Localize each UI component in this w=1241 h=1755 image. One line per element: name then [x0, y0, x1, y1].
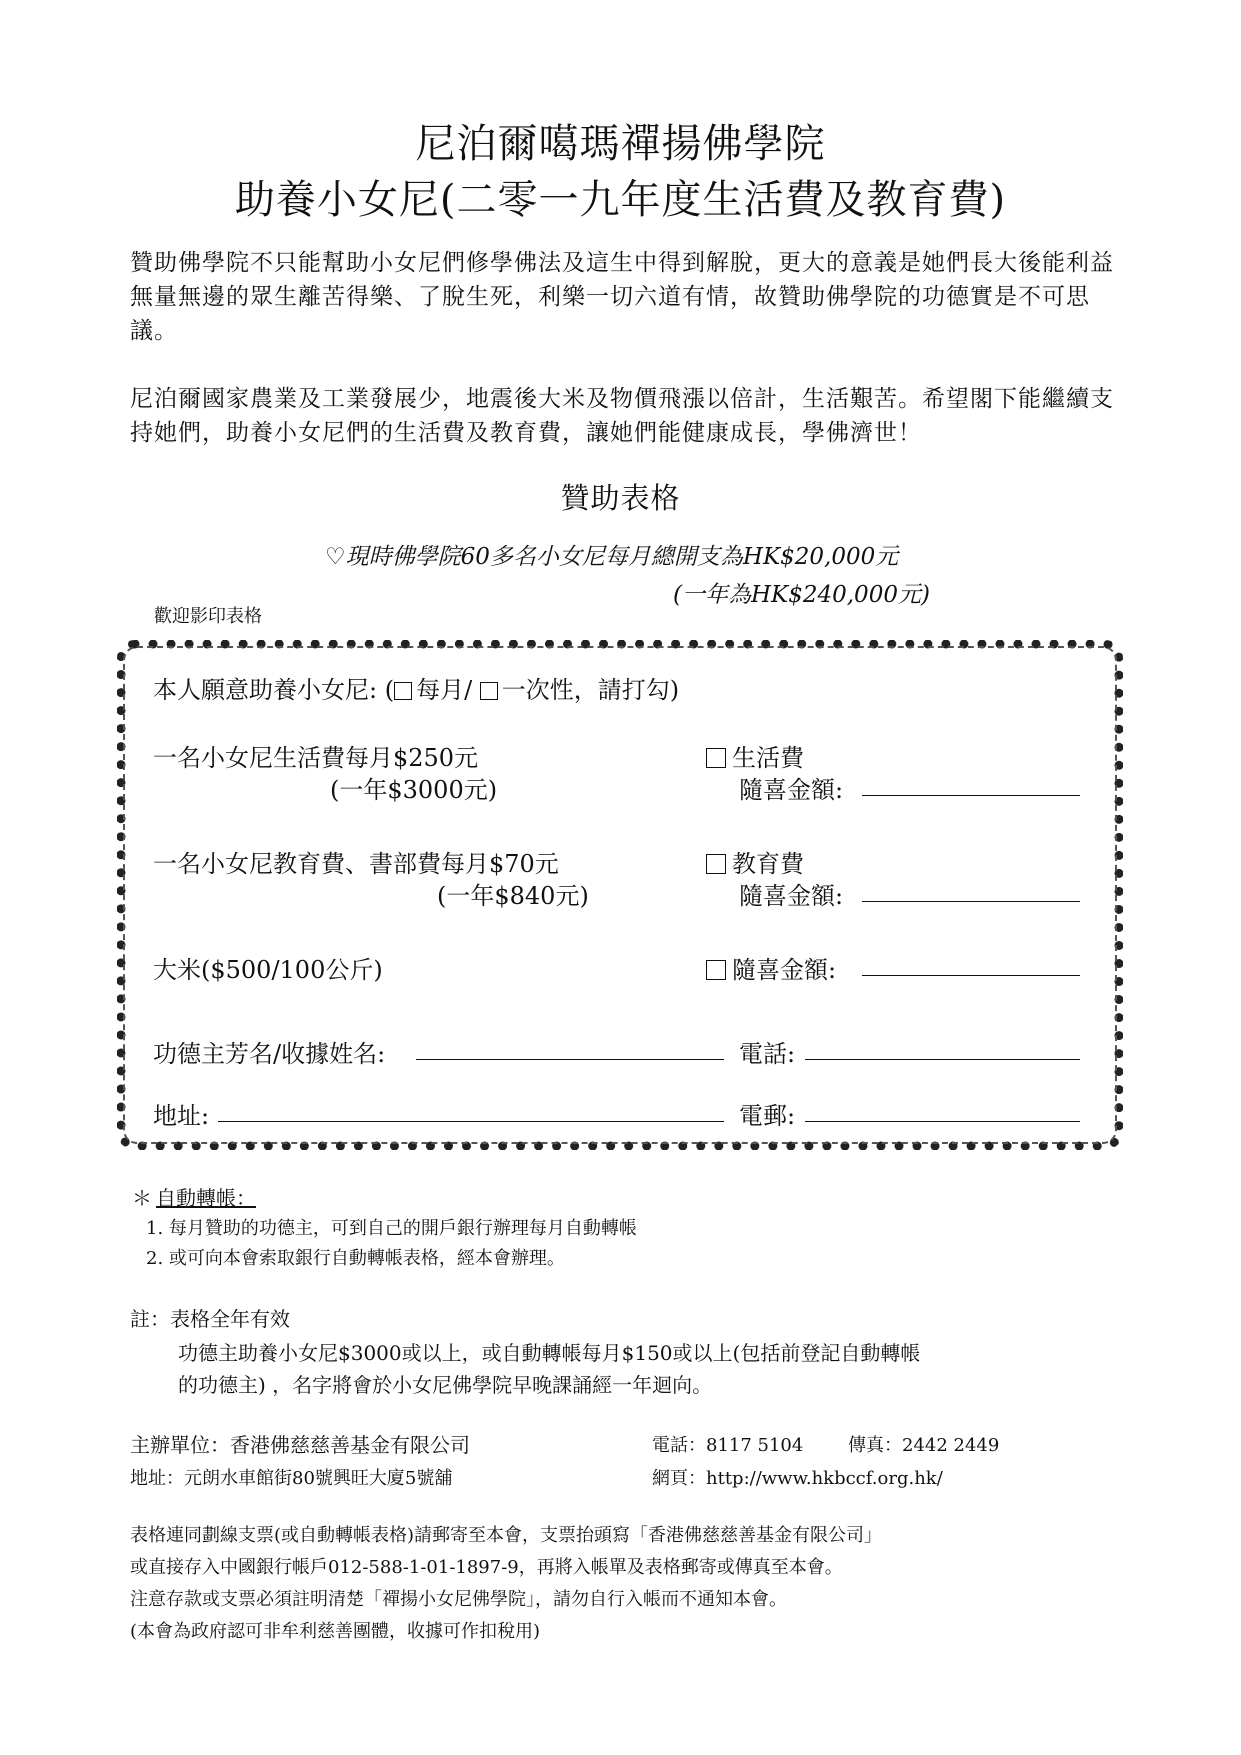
intro-paragraph-1: 贊助佛學院不只能幫助小女尼們修學佛法及這生中得到解脫，更大的意義是她們長大後能利益無量無邊的眾生離苦得樂、了脫生死，利樂一切六道有情，故贊助佛學院的功德實是不可思議。	[130, 250, 1114, 344]
one-time-option-label: 一次性，請打勾)	[501, 676, 680, 704]
note-line-3: 的功德主) ，名字將會於小女尼佛學院早晚課誦經一年迴向。	[178, 1373, 713, 1397]
footer-line-3: 注意存款或支票必須註明清楚「禪揚小女尼佛學院」，請勿自行入帳而不通知本會。	[130, 1589, 787, 1610]
autopay-item-1: 1. 每月贊助的功德主，可到自己的開戶銀行辦理每月自動轉帳	[146, 1218, 637, 1239]
page-subtitle: 助養小女尼(二零一九年度生活費及教育費)	[234, 177, 1007, 223]
education-amount-field[interactable]	[862, 901, 1080, 902]
living-cost-checkbox[interactable]	[706, 748, 726, 768]
email-label: 電郵:	[739, 1102, 796, 1130]
copy-welcome-note: 歡迎影印表格	[154, 606, 262, 627]
footer-line-2: 或直接存入中國銀行帳戶012-588-1-01-1897-9，再將入帳單及表格郵寄或傳真至本會。	[130, 1557, 843, 1578]
note-line-1: 註：表格全年有效	[130, 1307, 290, 1331]
education-cost-option	[706, 844, 804, 879]
yearly-cost-line: (一年為HK$240,000元)	[673, 582, 930, 608]
one-time-checkbox[interactable]	[480, 682, 498, 700]
living-amount-label: 隨喜金額:	[739, 776, 844, 804]
page-title: 尼泊爾噶瑪禪揚佛學院	[415, 121, 826, 167]
rice-option	[706, 950, 836, 985]
organizer-name: 主辦單位：香港佛慈慈善基金有限公司	[130, 1433, 470, 1457]
monthly-option-label: 每月/	[416, 676, 480, 704]
autopay-heading-text: 自動轉帳：	[156, 1186, 256, 1210]
sponsor-intent-row	[153, 670, 679, 705]
organizer-website: 網頁：http://www.hkbccf.org.hk/	[652, 1468, 943, 1489]
education-cost-checkbox[interactable]	[706, 854, 726, 874]
footer-line-4: (本會為政府認可非牟利慈善團體，收據可作扣稅用)	[130, 1621, 541, 1642]
address-label: 地址:	[153, 1102, 210, 1130]
organizer-address: 地址：元朗水車館街80號興旺大廈5號舖	[130, 1468, 453, 1489]
autopay-item-2: 2. 或可向本會索取銀行自動轉帳表格，經本會辦理。	[146, 1248, 565, 1269]
autopay-heading	[132, 1182, 256, 1211]
donor-name-label: 功德主芳名/收據姓名:	[153, 1040, 386, 1068]
living-cost-label: 一名小女尼生活費每月$250元	[153, 744, 479, 772]
form-title: 贊助表格	[560, 481, 681, 515]
monthly-cost-line: ♡現時佛學院60多名小女尼每月總開支為HK$20,000元	[325, 544, 899, 570]
email-field[interactable]	[805, 1121, 1080, 1122]
asterisk-icon: ＊	[132, 1186, 152, 1210]
education-cost-label: 一名小女尼教育費、書部費每月$70元	[153, 850, 559, 878]
rice-checkbox[interactable]	[706, 960, 726, 980]
living-cost-option	[706, 738, 804, 773]
sponsor-intent-label: 本人願意助養小女尼: (	[153, 676, 395, 704]
living-cost-check-label: 生活費	[732, 744, 804, 772]
phone-label: 電話:	[739, 1040, 796, 1068]
rice-amount-label: 隨喜金額:	[732, 956, 837, 984]
intro-paragraph-2: 尼泊爾國家農業及工業發展少，地震後大米及物價飛漲以倍計，生活艱苦。希望閣下能繼續支持她們，助養小女尼們的生活費及教育費，讓她們能健康成長，學佛濟世！	[130, 386, 1114, 446]
footer-line-1: 表格連同劃線支票(或自動轉帳表格)請郵寄至本會，支票抬頭寫「香港佛慈慈善基金有限公司」	[130, 1525, 883, 1546]
form-border-inner	[123, 646, 1117, 1144]
phone-field[interactable]	[805, 1059, 1080, 1060]
note-line-2: 功德主助養小女尼$3000或以上，或自動轉帳每月$150或以上(包括前登記自動轉帳	[178, 1341, 921, 1365]
monthly-checkbox[interactable]	[394, 682, 412, 700]
organizer-fax: 傳真：2442 2449	[848, 1435, 1000, 1456]
education-cost-check-label: 教育費	[732, 850, 804, 878]
organizer-phone: 電話：8117 5104	[652, 1435, 804, 1456]
donor-name-field[interactable]	[416, 1059, 724, 1060]
rice-label: 大米($500/100公斤)	[153, 956, 383, 984]
living-amount-field[interactable]	[862, 795, 1080, 796]
education-cost-year: (一年$840元)	[437, 882, 589, 910]
education-amount-label: 隨喜金額:	[739, 882, 844, 910]
address-field[interactable]	[218, 1121, 724, 1122]
rice-amount-field[interactable]	[862, 975, 1080, 976]
living-cost-year: (一年$3000元)	[330, 776, 498, 804]
